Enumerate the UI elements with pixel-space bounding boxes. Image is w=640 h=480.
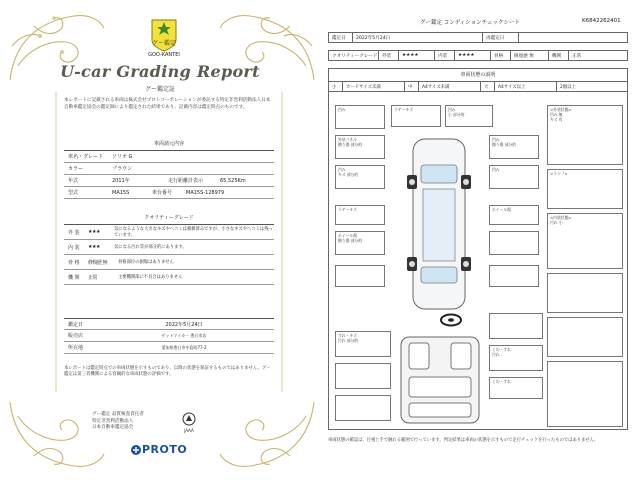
note-text: 外装パネル 擦り傷 部分的	[338, 137, 362, 148]
legend-item: A4サイズ未満	[419, 82, 481, 91]
steering-wheel-icon	[439, 313, 463, 327]
logo-caption: GOO-KANTEI	[148, 52, 180, 58]
interior-stars: ★★★★	[455, 51, 491, 60]
frame-label: 骨格	[491, 51, 511, 60]
vehicle-section-heading: 車両諸元内容	[64, 138, 274, 151]
note-text: しわ・すれ 汚れ	[492, 347, 511, 358]
reinspection-value	[519, 33, 627, 42]
svg-text:グー鑑定: グー鑑定	[151, 40, 177, 47]
note-text: 凹み	[492, 167, 500, 172]
quality-label: クオリティーグレード	[329, 51, 379, 60]
ornament-side-right	[278, 92, 286, 392]
note-box	[489, 165, 539, 189]
table-row	[64, 187, 274, 199]
seller-label: 販売店	[68, 333, 84, 339]
engine-value: 正常	[572, 53, 582, 59]
issuing-organization: グー鑑定 品質検査責任者 特定非営利活動法人 日本自動車鑑定協会	[92, 412, 144, 431]
spec-value: MA15S-128979	[186, 189, 225, 196]
note-box	[445, 105, 493, 127]
ornament-bottom-left	[4, 396, 114, 476]
note-box	[335, 135, 385, 159]
frame-value: 修復歴 無	[511, 51, 549, 60]
quality-description: 気になるような大きなキズやヘコミは補修済みですが、小さなキズやヘコミは残っています。	[114, 227, 273, 238]
detail-value: 正常	[88, 274, 98, 281]
report-title: U-car Grading Report	[60, 62, 260, 81]
quality-description: 気になる汚れ等が部分的にあります。	[114, 245, 187, 250]
note-text: <ランプ>	[550, 171, 568, 176]
note-box	[335, 363, 391, 389]
sheet-footer: 車両状態の確認は、目視と手で触れる範囲で行っています。判定結果は車両の状態を示すもので走行チェックを行ったものではありません。	[328, 438, 599, 443]
legend-item: 中	[405, 82, 419, 91]
note-text: 凹み 擦り傷 部分的	[492, 137, 516, 148]
note-box	[547, 213, 623, 269]
condition-check-page	[320, 0, 640, 480]
proto-logo: PROTO	[142, 443, 188, 456]
note-box	[489, 135, 539, 159]
note-box	[547, 105, 623, 165]
date-row	[328, 32, 628, 43]
reinspection-label: 再鑑定日	[483, 33, 519, 42]
note-box	[335, 205, 385, 225]
detail-description: 主要機関部に不具合はありません	[118, 275, 183, 280]
seller-value: ゲットマイカー 豊日市店	[161, 332, 207, 338]
note-box	[335, 105, 385, 129]
note-text: ホイール傷	[492, 207, 511, 212]
note-box	[489, 377, 543, 399]
table-row	[64, 240, 274, 255]
sheet-id: K6842262401	[582, 18, 621, 24]
quality-key: 外 装	[68, 229, 80, 236]
quality-section-heading: クオリティーグレード	[64, 212, 274, 225]
note-text: <外装状態> 凹み 無 キズ 有	[550, 107, 572, 123]
ornament-bottom-right	[210, 396, 320, 476]
table-row	[64, 318, 274, 330]
detail-description: 骨格部位の損傷はありません	[118, 260, 174, 265]
legend-item: 小	[329, 82, 343, 91]
condition-panel	[328, 68, 628, 430]
table-row	[64, 255, 274, 270]
note-box	[489, 265, 539, 287]
legend-item: 2個以上	[560, 84, 576, 90]
detail-key: 骨 格	[68, 259, 80, 266]
exterior-stars: ★★★★	[399, 51, 435, 60]
note-box	[489, 345, 543, 371]
note-box	[489, 231, 539, 255]
quality-grade-table	[64, 212, 274, 285]
vehicle-top-diagram	[399, 131, 479, 317]
spec-key: 年式	[68, 178, 79, 184]
date-label: 鑑定日	[329, 33, 353, 42]
detail-value: 修復歴 無	[88, 259, 108, 266]
spec-key: 車台番号	[152, 190, 173, 196]
spec-value: ソリオ G	[112, 154, 133, 160]
spec-key: 走行距離計表示	[168, 178, 204, 184]
spec-key: カラー	[68, 166, 84, 172]
goo-kantei-logo	[150, 18, 178, 52]
damage-legend	[329, 82, 627, 92]
report-subtitle: グー鑑定証	[144, 86, 175, 93]
table-row	[64, 163, 274, 175]
panel-heading: 車両状態の説明	[329, 69, 627, 82]
note-text: ラゲーキズ	[338, 207, 357, 212]
proto-logo-mark	[130, 444, 142, 456]
note-box	[335, 165, 385, 189]
date-value: 2022年5月24日	[353, 33, 483, 42]
table-row	[64, 342, 274, 354]
legend-item: A4サイズ以上	[495, 82, 557, 91]
table-row	[64, 225, 274, 240]
note-text: しわ・すれ	[492, 379, 511, 384]
note-box	[489, 205, 539, 225]
note-box	[335, 265, 385, 287]
check-sheet-title: グー鑑定 コンディションチェックシート	[419, 20, 521, 26]
note-box	[335, 395, 391, 421]
location-label: 所在地	[68, 345, 84, 351]
note-text: ホイール傷 擦り傷 部分的	[338, 233, 362, 244]
date-value: 2022年5月24日	[165, 321, 203, 328]
note-box	[547, 317, 623, 357]
note-box	[489, 313, 543, 339]
legend-item: カードサイズ未満	[343, 82, 405, 91]
spec-value: ブラウン	[112, 166, 133, 172]
spec-key: 型式	[68, 190, 79, 196]
jaaa-label: JAAA	[184, 428, 194, 433]
spec-value: 65,525Km	[220, 177, 246, 184]
note-box	[335, 331, 391, 357]
note-text: 凹み	[338, 107, 346, 112]
spec-value: 2011年	[112, 178, 130, 184]
table-row	[64, 270, 274, 285]
quality-row	[328, 50, 628, 61]
table-row	[64, 330, 274, 342]
location-value: 愛知県豊日市中島町77-2	[161, 344, 207, 350]
note-box	[547, 273, 623, 313]
note-text: 凹み 小 部分的	[448, 107, 465, 118]
table-row	[64, 175, 274, 187]
spec-key: 車名・グレード	[68, 154, 104, 160]
vehicle-spec-table	[64, 138, 274, 199]
interior-label: 内装	[435, 51, 455, 60]
star-rating: ★★★	[88, 244, 100, 250]
spec-value: MA15S	[112, 189, 130, 196]
note-box	[335, 231, 385, 255]
date-label: 鑑定日	[68, 321, 84, 328]
note-text: 凹み キズ 部分的	[338, 167, 359, 178]
note-box	[391, 105, 441, 127]
table-row	[64, 151, 274, 163]
detail-key: 機 関	[68, 274, 80, 281]
engine-label: 機関	[549, 51, 569, 60]
disclaimer-text: 本レポートは鑑定時点での車両状態を示すものであり、以降の状態を保証するものではありません。グー鑑定は第三者機関による客観的な車両状態の評価です。	[64, 366, 271, 378]
note-box	[547, 169, 623, 209]
exterior-label: 外装	[379, 51, 399, 60]
ornament-side-left	[52, 92, 60, 392]
jaaa-emblem	[182, 412, 196, 426]
inspection-info-table	[64, 318, 274, 354]
note-box	[547, 361, 623, 427]
note-text: ラゲーキズ	[394, 107, 413, 112]
note-text: すれ・キズ 汚れ 部分的	[338, 333, 359, 344]
quality-key: 内 装	[68, 244, 80, 251]
note-text: <内装状態> 汚れ 小	[550, 215, 572, 226]
star-rating: ★★★	[88, 229, 100, 235]
legend-item: 大	[481, 82, 495, 91]
intro-text: 本レポートに記載される車両は株式会社プロトコーポレーションが委託する特定非営利活動法人日本自動車鑑定協会の鑑定師により鑑定された結果であり、記載内容は鑑定時点のものです。	[64, 98, 271, 110]
vehicle-interior-diagram	[395, 333, 485, 427]
